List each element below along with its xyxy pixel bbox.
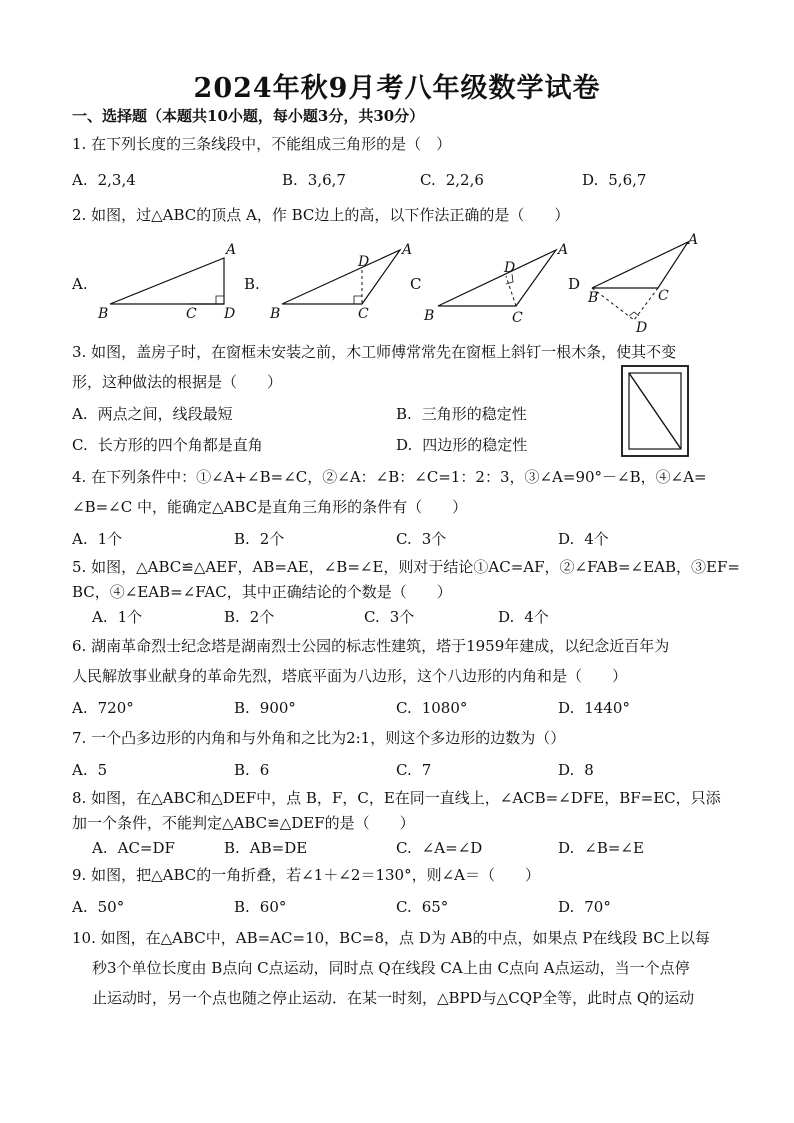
q2d-label-c: C xyxy=(658,288,669,304)
q6-option-c[interactable]: C. 1080° xyxy=(396,699,468,717)
q9-option-a[interactable]: A. 50° xyxy=(72,898,125,916)
question-10-stem-line1: 10. 如图，在△ABC中，AB=AC=10，BC=8，点 D为 AB的中点，如果点 P在线段 BC上以每 xyxy=(72,929,710,947)
q2c-label-d: D xyxy=(504,260,516,276)
q9-option-c[interactable]: C. 65° xyxy=(396,898,449,916)
q2a-label-a: A xyxy=(226,242,237,258)
page-title: 2024年秋9月考八年级数学试卷 xyxy=(193,73,601,104)
q2-figure-d xyxy=(566,230,706,338)
q7-option-b[interactable]: B. 6 xyxy=(234,761,270,779)
q8-option-a[interactable]: A. AC=DF xyxy=(92,839,175,857)
q2b-label-c: C xyxy=(358,306,369,322)
q6-option-a[interactable]: A. 720° xyxy=(72,699,134,717)
q1-option-b[interactable]: B. 3,6,7 xyxy=(282,171,346,189)
q2-option-a-label[interactable]: A. xyxy=(72,275,88,293)
q2c-label-c: C xyxy=(512,310,523,326)
q8-option-b[interactable]: B. AB=DE xyxy=(224,839,308,857)
q2b-label-d: D xyxy=(358,254,370,270)
q3-option-b[interactable]: B. 三角形的稳定性 xyxy=(396,405,527,423)
q9-option-d[interactable]: D. 70° xyxy=(558,898,611,916)
q8-option-c[interactable]: C. ∠A=∠D xyxy=(396,839,483,857)
question-10-stem-line3: 止运动时，另一个点也随之停止运动．在某一时刻，△BPD与△CQP全等，此时点 Q的运动 xyxy=(92,989,695,1007)
q1-option-a[interactable]: A. 2,3,4 xyxy=(72,171,136,189)
q9-option-b[interactable]: B. 60° xyxy=(234,898,287,916)
q2a-label-c: C xyxy=(186,306,197,322)
question-5-stem-line1: 5. 如图，△ABC≌△AEF，AB=AE，∠B=∠E，则对于结论①AC=AF，②∠FAB=∠EAB，③EF= xyxy=(72,558,740,576)
question-2-stem: 2. 如图，过△ABC的顶点 A，作 BC边上的高，以下作法正确的是（ ） xyxy=(72,206,570,224)
question-9-stem: 9. 如图，把△ABC的一角折叠，若∠1＋∠2＝130°，则∠A＝（ ） xyxy=(72,866,540,884)
q1-option-c[interactable]: C. 2,2,6 xyxy=(420,171,484,189)
q4-option-a[interactable]: A. 1个 xyxy=(72,530,123,548)
q2d-label-b: B xyxy=(588,290,599,306)
q3-option-d[interactable]: D. 四边形的稳定性 xyxy=(396,436,528,454)
section-heading: 一、选择题（本题共10小题，每小题3分，共30分） xyxy=(72,107,425,125)
q2-figure-b xyxy=(262,236,422,326)
question-6-stem-line1: 6. 湖南革命烈士纪念塔是湖南烈士公园的标志性建筑，塔于1959年建成，以纪念近百年为 xyxy=(72,637,670,655)
q5-option-a[interactable]: A. 1个 xyxy=(92,608,143,626)
question-4-stem-line1: 4. 在下列条件中：①∠A+∠B=∠C，②∠A：∠B：∠C=1：2：3，③∠A=90°－∠B，④∠A= xyxy=(72,468,707,486)
q3-option-c[interactable]: C. 长方形的四个角都是直角 xyxy=(72,436,263,454)
q4-option-d[interactable]: D. 4个 xyxy=(558,530,609,548)
question-3-stem-line2: 形，这种做法的根据是（ ） xyxy=(72,373,283,391)
q7-option-d[interactable]: D. 8 xyxy=(558,761,594,779)
q4-option-b[interactable]: B. 2个 xyxy=(234,530,285,548)
question-8-stem-line1: 8. 如图，在△ABC和△DEF中，点 B，F，C，E在同一直线上，∠ACB=∠DFE，BF=EC，只添 xyxy=(72,789,721,807)
question-7-stem: 7. 一个凸多边形的内角和与外角和之比为2:1，则这个多边形的边数为（） xyxy=(72,729,566,747)
question-6-stem-line2: 人民解放事业献身的革命先烈，塔底平面为八边形，这个八边形的内角和是（ ） xyxy=(72,667,628,685)
q2-figure-a xyxy=(90,236,250,326)
q4-option-c[interactable]: C. 3个 xyxy=(396,530,447,548)
q6-option-d[interactable]: D. 1440° xyxy=(558,699,630,717)
q2-option-c-label[interactable]: C xyxy=(410,275,422,293)
question-8-stem-line2: 加一个条件，不能判定△ABC≌△DEF的是（ ） xyxy=(72,814,415,832)
q2-figure-c xyxy=(418,236,581,326)
q3-window-frame-figure xyxy=(620,364,690,458)
q2-option-b-label[interactable]: B. xyxy=(244,275,260,293)
q5-option-c[interactable]: C. 3个 xyxy=(364,608,415,626)
q2d-label-a: A xyxy=(688,232,699,248)
q7-option-c[interactable]: C. 7 xyxy=(396,761,432,779)
q1-option-d[interactable]: D. 5,6,7 xyxy=(582,171,647,189)
question-1-stem: 1. 在下列长度的三条线段中，不能组成三角形的是（ ） xyxy=(72,135,452,153)
q7-option-a[interactable]: A. 5 xyxy=(72,761,108,779)
q2a-label-b: B xyxy=(98,306,109,322)
q2b-label-a: A xyxy=(402,242,413,258)
q3-option-a[interactable]: A. 两点之间，线段最短 xyxy=(72,405,233,423)
q2-option-d-label[interactable]: D xyxy=(568,275,581,293)
q8-option-d[interactable]: D. ∠B=∠E xyxy=(558,839,644,857)
q2b-label-b: B xyxy=(270,306,281,322)
q2c-label-a: A xyxy=(558,242,569,258)
q2c-label-b: B xyxy=(424,308,435,324)
question-3-stem-line1: 3. 如图，盖房子时，在窗框未安装之前，木工师傅常常先在窗框上斜钉一根木条，使其不变 xyxy=(72,343,677,361)
question-5-stem-line2: BC，④∠EAB=∠FAC，其中正确结论的个数是（ ） xyxy=(72,583,452,601)
q5-option-d[interactable]: D. 4个 xyxy=(498,608,549,626)
q2d-label-d: D xyxy=(636,320,648,336)
question-4-stem-line2: ∠B=∠C 中，能确定△ABC是直角三角形的条件有（ ） xyxy=(72,498,468,516)
q5-option-b[interactable]: B. 2个 xyxy=(224,608,275,626)
q2a-label-d: D xyxy=(224,306,236,322)
q6-option-b[interactable]: B. 900° xyxy=(234,699,296,717)
question-10-stem-line2: 秒3个单位长度由 B点向 C点运动，同时点 Q在线段 CA上由 C点向 A点运动，当一个点停 xyxy=(92,959,690,977)
